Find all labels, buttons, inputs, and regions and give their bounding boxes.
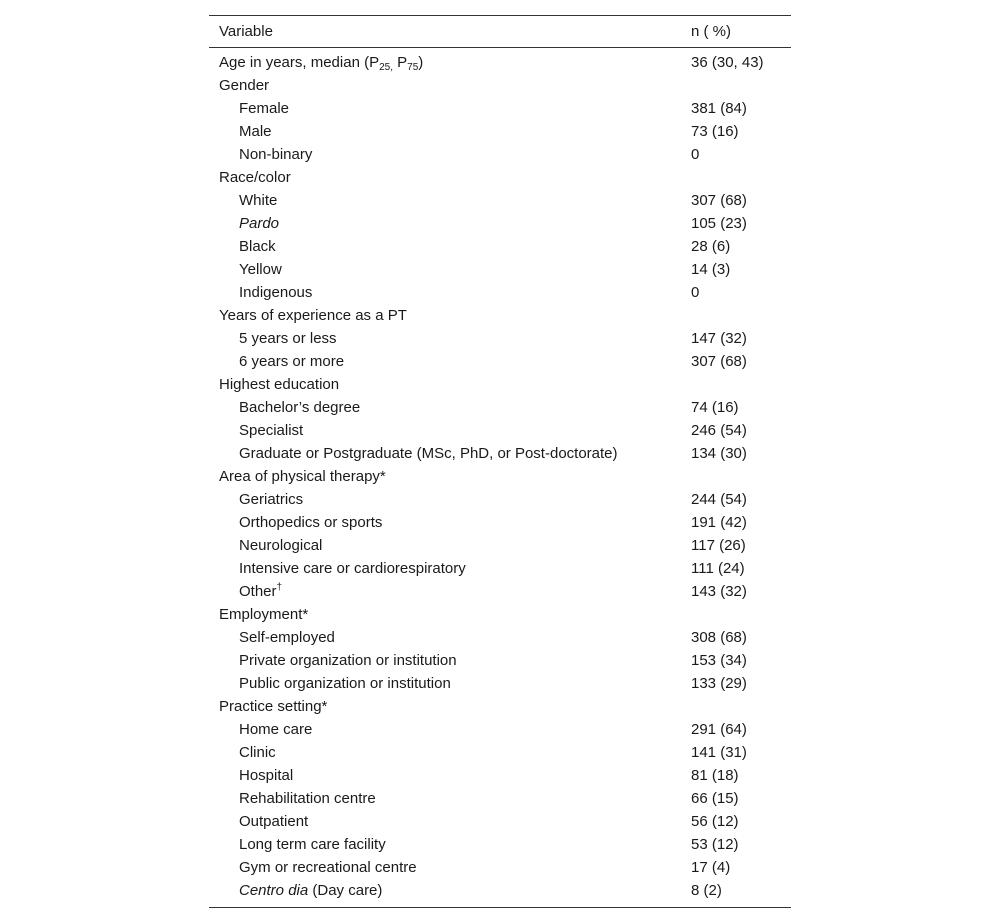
row-label: White	[239, 192, 278, 209]
row-value: 143 (32)	[691, 583, 747, 600]
row-label: Graduate or Postgraduate (MSc, PhD, or Post-doctorate)	[239, 445, 618, 462]
table-row	[209, 48, 791, 75]
row-label: Intensive care or cardiorespiratory	[239, 560, 466, 577]
row-label: Outpatient	[239, 813, 309, 830]
header-value: n ( %)	[691, 23, 732, 40]
table-row	[209, 350, 791, 373]
row-value: 307 (68)	[691, 353, 747, 370]
section-row-education	[209, 373, 791, 396]
age-label: Age in years, median ($P_{25,}$ $P_{75}$)	[219, 54, 424, 73]
row-label: Specialist	[239, 422, 304, 439]
table-row	[209, 281, 791, 304]
row-value: 244 (54)	[691, 491, 747, 508]
table-row	[209, 97, 791, 120]
table-row	[209, 626, 791, 649]
section-label: Years of experience as a PT	[219, 307, 407, 324]
row-label: Gym or recreational centre	[239, 859, 417, 876]
row-value: 291 (64)	[691, 721, 747, 738]
table-row	[209, 534, 791, 557]
row-label: 6 years or more	[239, 353, 345, 370]
table-row	[209, 718, 791, 741]
table-row	[209, 856, 791, 879]
row-label: 5 years or less	[239, 330, 337, 347]
table-row	[209, 327, 791, 350]
row-label: Pardo	[239, 215, 280, 232]
row-value: 0	[691, 146, 700, 163]
row-label: Male	[239, 123, 272, 140]
table-row	[209, 442, 791, 465]
table-header-row	[209, 16, 791, 48]
row-value: 56 (12)	[691, 813, 739, 830]
row-value: 117 (26)	[691, 537, 746, 554]
table-row	[209, 488, 791, 511]
table-row	[209, 120, 791, 143]
table-row	[209, 741, 791, 764]
age-value: 36 (30, 43)	[691, 54, 764, 71]
row-value: 381 (84)	[691, 100, 747, 117]
section-row-employment	[209, 603, 791, 626]
row-label: Bachelor’s degree	[239, 399, 361, 416]
row-value: 73 (16)	[691, 123, 739, 140]
section-label: Highest education	[219, 376, 340, 393]
row-label: Neurological	[239, 537, 323, 554]
row-label: Centro dia (Day care)	[239, 882, 383, 899]
section-row-gender	[209, 74, 791, 97]
row-value: 105 (23)	[691, 215, 747, 232]
row-label: Private organization or institution	[239, 652, 457, 669]
section-row-setting	[209, 695, 791, 718]
table-row	[209, 189, 791, 212]
row-label: Self-employed	[239, 629, 335, 646]
table-row	[209, 787, 791, 810]
row-label: Orthopedics or sports	[239, 514, 383, 531]
table-row	[209, 879, 791, 908]
row-label: Public organization or institution	[239, 675, 451, 692]
row-value: 8 (2)	[691, 882, 722, 899]
table-row	[209, 649, 791, 672]
row-value: 81 (18)	[691, 767, 739, 784]
row-value: 147 (32)	[691, 330, 747, 347]
dagger-footnote-mark: †	[276, 582, 283, 593]
row-value: 0	[691, 284, 700, 301]
row-label: Yellow	[239, 261, 282, 278]
row-value: 53 (12)	[691, 836, 739, 853]
row-value: 74 (16)	[691, 399, 739, 416]
row-value: 28 (6)	[691, 238, 731, 255]
row-value: 308 (68)	[691, 629, 747, 646]
table-row	[209, 672, 791, 695]
row-label: Geriatrics	[239, 491, 304, 508]
row-label: Black	[239, 238, 276, 255]
section-label: Race/color	[219, 169, 291, 186]
section-label: Gender	[219, 77, 270, 94]
row-value: 66 (15)	[691, 790, 739, 807]
demographics-table	[209, 15, 791, 908]
table-row	[209, 419, 791, 442]
section-row-area	[209, 465, 791, 488]
table-row	[209, 810, 791, 833]
table-row	[209, 557, 791, 580]
section-label: Employment*	[219, 606, 309, 623]
row-value: 307 (68)	[691, 192, 747, 209]
row-label: Home care	[239, 721, 313, 738]
section-label: Practice setting*	[219, 698, 328, 715]
table-row	[209, 833, 791, 856]
section-row-experience	[209, 304, 791, 327]
row-label: Rehabilitation centre	[239, 790, 376, 807]
section-row-race	[209, 166, 791, 189]
table-row	[209, 511, 791, 534]
row-value: 17 (4)	[691, 859, 731, 876]
table-row	[209, 396, 791, 419]
table-row	[209, 143, 791, 166]
section-label: Area of physical therapy*	[219, 468, 386, 485]
table-row	[209, 580, 791, 603]
row-label: Clinic	[239, 744, 276, 761]
row-value: 133 (29)	[691, 675, 747, 692]
row-value: 14 (3)	[691, 261, 731, 278]
table-row	[209, 258, 791, 281]
table-row	[209, 764, 791, 787]
table-row	[209, 235, 791, 258]
row-label: Long term care facility	[239, 836, 386, 853]
row-value: 153 (34)	[691, 652, 747, 669]
row-value: 111 (24)	[691, 560, 745, 577]
row-label: Non-binary	[239, 146, 313, 163]
row-value: 191 (42)	[691, 514, 747, 531]
table-row	[209, 212, 791, 235]
demographics-table-container	[209, 15, 791, 908]
row-label: Indigenous	[239, 284, 313, 301]
row-value: 246 (54)	[691, 422, 747, 439]
row-label: Hospital	[239, 767, 294, 784]
row-label: Other†	[239, 582, 283, 600]
row-value: 134 (30)	[691, 445, 747, 462]
row-value: 141 (31)	[691, 744, 747, 761]
header-variable: Variable	[219, 23, 273, 40]
row-label: Female	[239, 100, 290, 117]
